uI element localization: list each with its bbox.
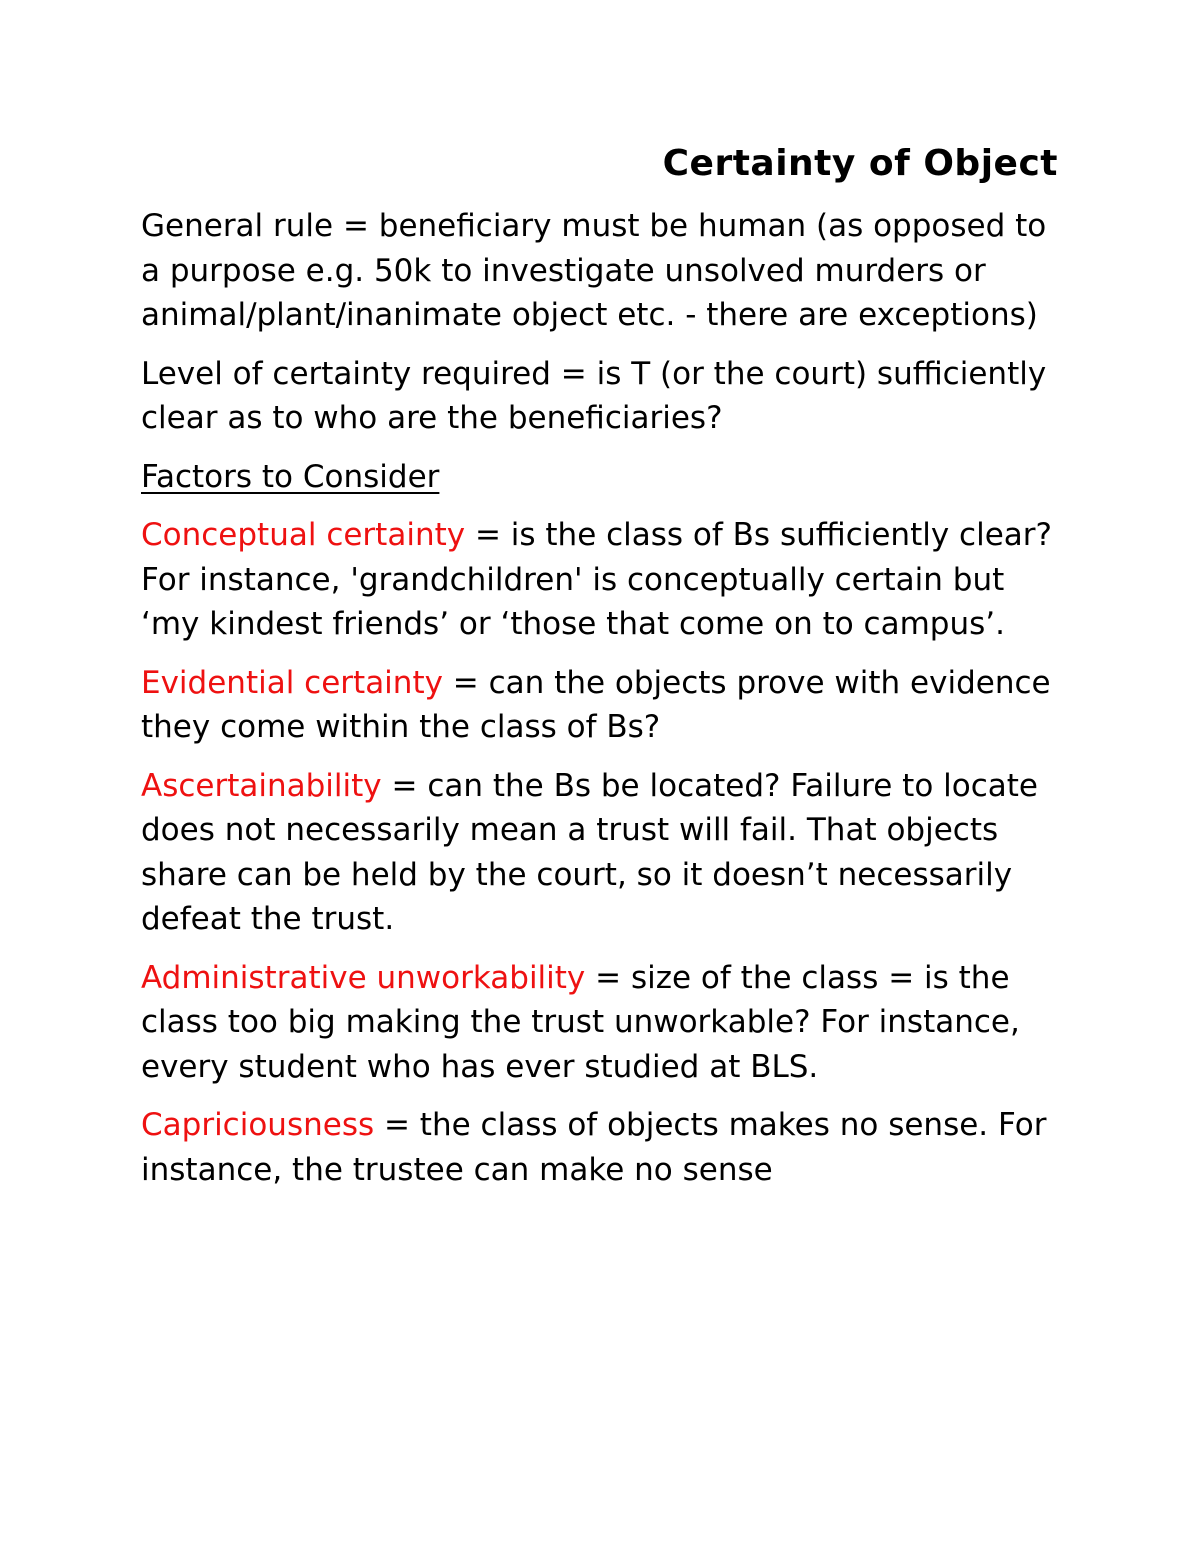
factor-ascertainability (141, 764, 1066, 942)
general-rule-paragraph: General rule = beneficiary must be human (as opposed to a purpose e.g. 50k to investigate unsolved murders or animal/plant/inanimate object etc. - there are exceptions) (141, 208, 1047, 333)
factor-conceptual-certainty (141, 513, 1066, 647)
factor-text: = size of the class = is the class too big making the trust unworkable? For instance, every student who has ever studied at BLS. (141, 959, 1020, 1085)
document-body (141, 204, 1066, 1206)
factor-term: Capriciousness (141, 1107, 375, 1143)
document-title: Certainty of Object (662, 143, 1058, 184)
factor-text: = can the Bs be located? Failure to locate does not necessarily mean a trust will fail. That objects share can be held by the court, so it doesn’t necessarily defeat the trust. (141, 767, 1038, 937)
factor-text: = is the class of Bs sufficiently clear? For instance, 'grandchildren' is conceptually certain but ‘my kindest friends’ or ‘those that come on to campus’. (141, 517, 1052, 642)
factor-administrative-unworkability (141, 956, 1066, 1090)
factor-term: Conceptual certainty (141, 517, 466, 553)
factor-evidential-certainty (141, 661, 1066, 750)
factor-capriciousness (141, 1103, 1066, 1192)
level-of-certainty-paragraph: Level of certainty required = is T (or the court) sufficiently clear as to who are the beneficiaries? (141, 355, 1047, 436)
factor-term: Ascertainability (141, 767, 382, 804)
factors-heading-paragraph (141, 455, 1066, 500)
factor-text: = the class of objects makes no sense. For instance, the trustee can make no sense (141, 1107, 1047, 1188)
factor-term: Evidential certainty (141, 664, 443, 701)
factor-text: = can the objects prove with evidence they come within the class of Bs? (141, 664, 1051, 745)
factors-heading: Factors to Consider (141, 458, 440, 495)
factor-term: Administrative unworkability (141, 959, 586, 996)
